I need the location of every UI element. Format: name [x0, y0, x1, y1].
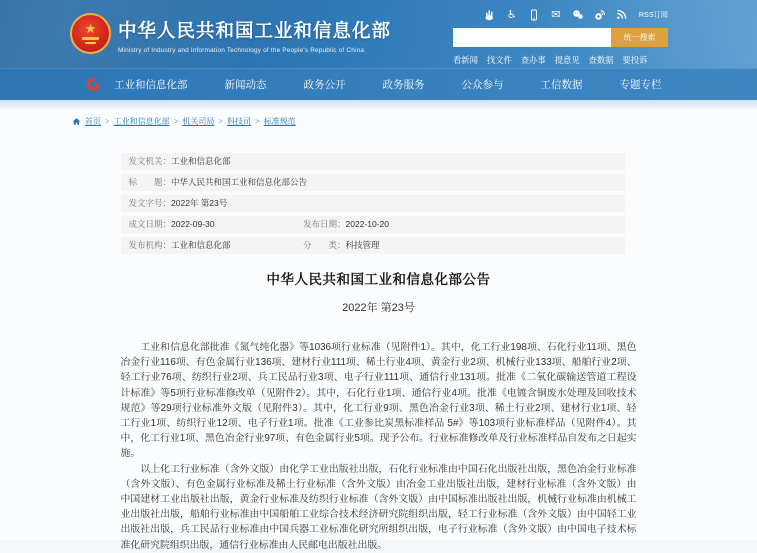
- article-body: [121, 340, 637, 553]
- home-icon[interactable]: [72, 117, 81, 126]
- nav-item-special-topics[interactable]: 专题专栏: [619, 79, 662, 91]
- emblem-gate-shape-small: [85, 42, 96, 44]
- meta-value: 中华人民共和国工业和信息化部公告: [171, 177, 308, 187]
- emblem-star-icon: ★: [84, 21, 97, 36]
- meta-value: 2022年 第23号: [171, 198, 228, 208]
- quick-link-feedback[interactable]: 提意见: [554, 55, 580, 65]
- meta-label: 发文机关：: [128, 156, 172, 166]
- emblem-gate-shape: [82, 37, 99, 40]
- meta-label: 发布机构：: [128, 240, 172, 250]
- breadcrumb-science-tech-dept[interactable]: 科技司: [227, 117, 252, 126]
- article-content: [121, 153, 637, 553]
- nav-item-miit-data[interactable]: 工信数据: [540, 79, 583, 91]
- breadcrumb-separator: >: [218, 117, 224, 126]
- meta-value: 工业和信息化部: [171, 156, 231, 166]
- meta-row-dates: [121, 216, 625, 233]
- accessibility-icon[interactable]: ♿: [506, 7, 517, 21]
- article-paragraph-2: 以上化工行业标准（含外文版）由化学工业出版社出版，石化行业标准由中国石化出版社出版，黑色冶金行业标准（含外文版）、有色金属行业标准及稀土行业标准（含外文版）由冶金工业出版社出版，建材行业标准（含外文版）由中国建材工业出版社出版，黄金行业标准及纺织行业标准（含外文版）由中国标准出版社出版，机械行业标准由机械工业出版社出版，船舶行业标准由中国船舶工业综合技术经济研究院组织出版，轻工行业标准（含外文版）由中国轻工业出版社出版，兵工民品行业标准由中国兵器工业标准化研究所组织出版，电子行业标准（含外文版）由中国电子技术标准化研究院组织出版，通信行业标准由人民邮电出版社出版。: [120, 463, 637, 551]
- meta-value: 2022-10-20: [345, 219, 390, 229]
- article-title: 中华人民共和国工业和信息化部公告: [266, 272, 491, 287]
- quick-link-services[interactable]: 查办事: [520, 55, 546, 65]
- quick-link-data[interactable]: 查数据: [588, 55, 614, 65]
- breadcrumb-separator: >: [105, 117, 110, 126]
- brand-text: [118, 17, 391, 54]
- meta-value: 工业和信息化部: [171, 240, 231, 250]
- main-nav: [0, 68, 757, 100]
- header-icon-row: [453, 8, 668, 21]
- weibo-icon[interactable]: [594, 9, 606, 21]
- meta-label: 标 题：: [128, 177, 172, 187]
- meta-row-publisher-category: [121, 237, 625, 254]
- breadcrumb-departments[interactable]: 机关司局: [182, 117, 215, 126]
- article-subtitle: 2022年 第23号: [342, 302, 415, 314]
- miit-red-logo-icon: [86, 77, 101, 92]
- header-top: [0, 0, 757, 68]
- meta-row-document-number: [121, 195, 625, 212]
- nav-item-miit[interactable]: 工业和信息化部: [114, 79, 188, 91]
- meta-label: 发文字号：: [128, 198, 172, 208]
- breadcrumb-miit[interactable]: 工业和信息化部: [113, 117, 170, 126]
- wechat-icon[interactable]: [572, 9, 584, 21]
- search-input[interactable]: [453, 28, 611, 47]
- breadcrumb-home[interactable]: 首页: [85, 117, 101, 126]
- document-meta-table: [121, 153, 625, 254]
- rss-icon[interactable]: [616, 9, 628, 21]
- breadcrumb-separator: >: [173, 117, 179, 126]
- sign-language-icon[interactable]: [484, 9, 496, 21]
- quick-link-complaint[interactable]: 要投诉: [622, 55, 648, 65]
- meta-label: 成文日期：: [128, 219, 172, 229]
- rss-subscribe-label[interactable]: RSS订阅: [638, 9, 668, 19]
- search-bar: [453, 28, 668, 47]
- site-subtitle: Ministry of Industry and Information Technology of the People's Republic of China: [118, 47, 365, 54]
- site-title: 中华人民共和国工业和信息化部: [118, 20, 392, 41]
- nav-item-gov-services[interactable]: 政务服务: [382, 79, 425, 91]
- breadcrumb-separator: >: [255, 117, 260, 126]
- national-emblem-logo: [70, 13, 111, 54]
- quick-links: [453, 54, 668, 66]
- header-right: [453, 8, 668, 66]
- meta-row-title: [121, 174, 625, 191]
- mobile-icon[interactable]: [528, 9, 540, 21]
- meta-value: 科技管理: [345, 240, 380, 250]
- quick-link-news[interactable]: 看新闻: [453, 55, 478, 65]
- quick-link-documents[interactable]: 找文件: [486, 55, 512, 65]
- meta-label: 发布日期：: [303, 219, 346, 229]
- nav-item-news[interactable]: 新闻动态: [224, 79, 267, 91]
- search-button[interactable]: 统一搜索: [611, 28, 668, 47]
- site-header: [0, 0, 757, 109]
- mail-icon[interactable]: ✉: [551, 7, 561, 21]
- meta-row-issuing-authority: [121, 153, 625, 170]
- header-wave-strip: [0, 100, 757, 109]
- breadcrumb: [72, 116, 757, 127]
- nav-item-gov-disclosure[interactable]: 政务公开: [303, 79, 346, 91]
- article-paragraph-1: 工业和信息化部批准《氮气纯化器》等1036项行业标准（见附件1）。其中，化工行业198项、石化行业11项、黑色冶金行业116项、有色金属行业136项、建材行业111项、稀土行业4项、黄金行业2项、机械行业133项、船舶行业2项、轻工行业76项、纺织行业2项、兵工民品行业3项、电子行业111项、通信行业131项。批准《二氧化碳输送管道工程设计标准》等5项行业标准修改单（见附件2）。其中，石化行业1项、通信行业4项。批准《电镀含铜废水处理及回收技术规范》等29项行业标准外文版（见附件3）。其中，化工行业9项、黑色冶金行业3项、稀土行业2项、建材行业1项、轻工行业1项、纺织行业12项、电子行业1项。批准《工业参比炭黑标准样品 5#》等103项行业标准样品（见附件4）。其中，化工行业1项、黑色冶金行业97项、有色金属行业5项。现予公布。行业标准修改单及行业标准样品自发布之日起实施。: [120, 342, 637, 460]
- meta-value: 2022-09-30: [171, 219, 215, 229]
- nav-item-public-participation[interactable]: 公众参与: [461, 79, 504, 91]
- breadcrumb-standards[interactable]: 标准规范: [263, 117, 296, 126]
- meta-label: 分 类：: [303, 240, 346, 250]
